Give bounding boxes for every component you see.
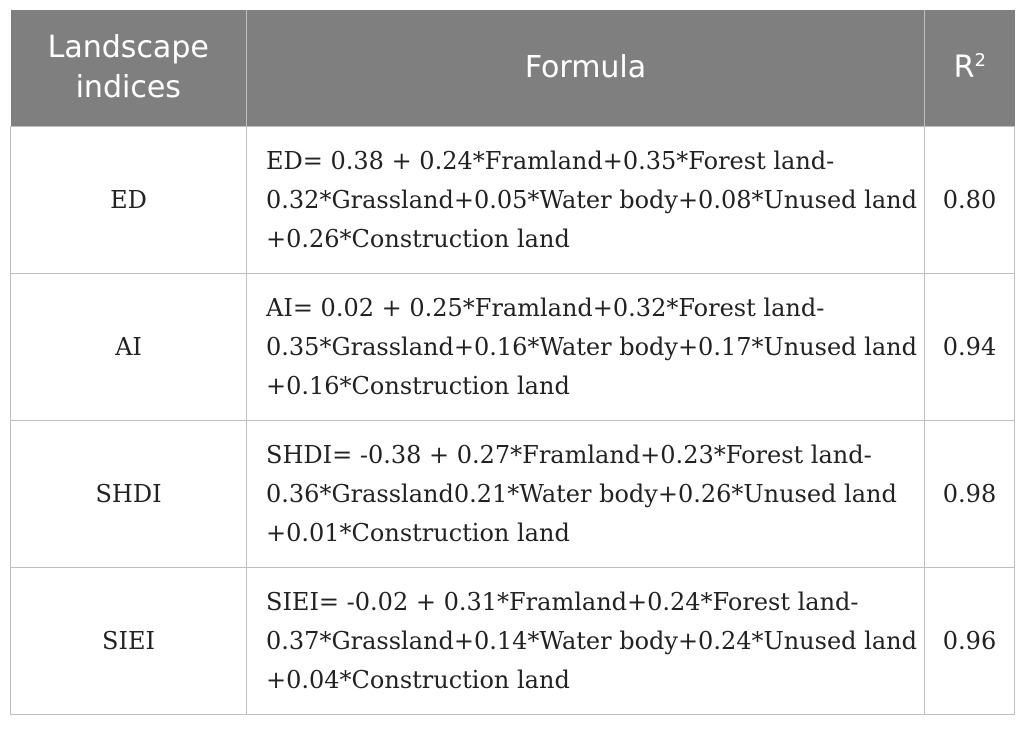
cell-index: ED	[11, 127, 247, 274]
header-r2-superscript: 2	[974, 50, 986, 71]
cell-r2: 0.80	[925, 127, 1015, 274]
formula-line: 0.36*Grassland0.21*Water body+0.26*Unused land	[266, 479, 897, 508]
formula-line: +0.16*Construction land	[266, 371, 570, 400]
cell-formula	[247, 274, 925, 421]
cell-r2: 0.98	[925, 421, 1015, 568]
formula-line: ED= 0.38 + 0.24*Framland+0.35*Forest land-	[266, 146, 835, 175]
header-formula: Formula	[247, 10, 925, 127]
table-row	[11, 274, 1015, 421]
formula-line: +0.01*Construction land	[266, 518, 570, 547]
cell-index: SHDI	[11, 421, 247, 568]
formula-line: SHDI= -0.38 + 0.27*Framland+0.23*Forest land-	[266, 440, 872, 469]
formula-line: +0.26*Construction land	[266, 224, 570, 253]
header-r-squared	[925, 10, 1015, 127]
header-landscape-indices	[11, 10, 247, 127]
header-r2-base: R	[953, 50, 975, 85]
table-header-row	[11, 10, 1015, 127]
header-indices-line2: indices	[75, 70, 181, 105]
formula-line: 0.35*Grassland+0.16*Water body+0.17*Unused land	[266, 332, 917, 361]
cell-formula	[247, 568, 925, 715]
landscape-indices-table	[10, 10, 1015, 715]
table-row	[11, 127, 1015, 274]
formula-line: SIEI= -0.02 + 0.31*Framland+0.24*Forest land-	[266, 587, 859, 616]
cell-index: SIEI	[11, 568, 247, 715]
formula-line: AI= 0.02 + 0.25*Framland+0.32*Forest land-	[266, 293, 825, 322]
formula-line: 0.32*Grassland+0.05*Water body+0.08*Unused land	[266, 185, 917, 214]
header-indices-line1: Landscape	[47, 30, 209, 65]
cell-r2: 0.96	[925, 568, 1015, 715]
cell-r2: 0.94	[925, 274, 1015, 421]
formula-line: 0.37*Grassland+0.14*Water body+0.24*Unused land	[266, 626, 917, 655]
table-row	[11, 421, 1015, 568]
table-row	[11, 568, 1015, 715]
cell-formula	[247, 127, 925, 274]
formula-line: +0.04*Construction land	[266, 665, 570, 694]
regression-table-container	[10, 10, 1014, 715]
cell-index: AI	[11, 274, 247, 421]
cell-formula	[247, 421, 925, 568]
